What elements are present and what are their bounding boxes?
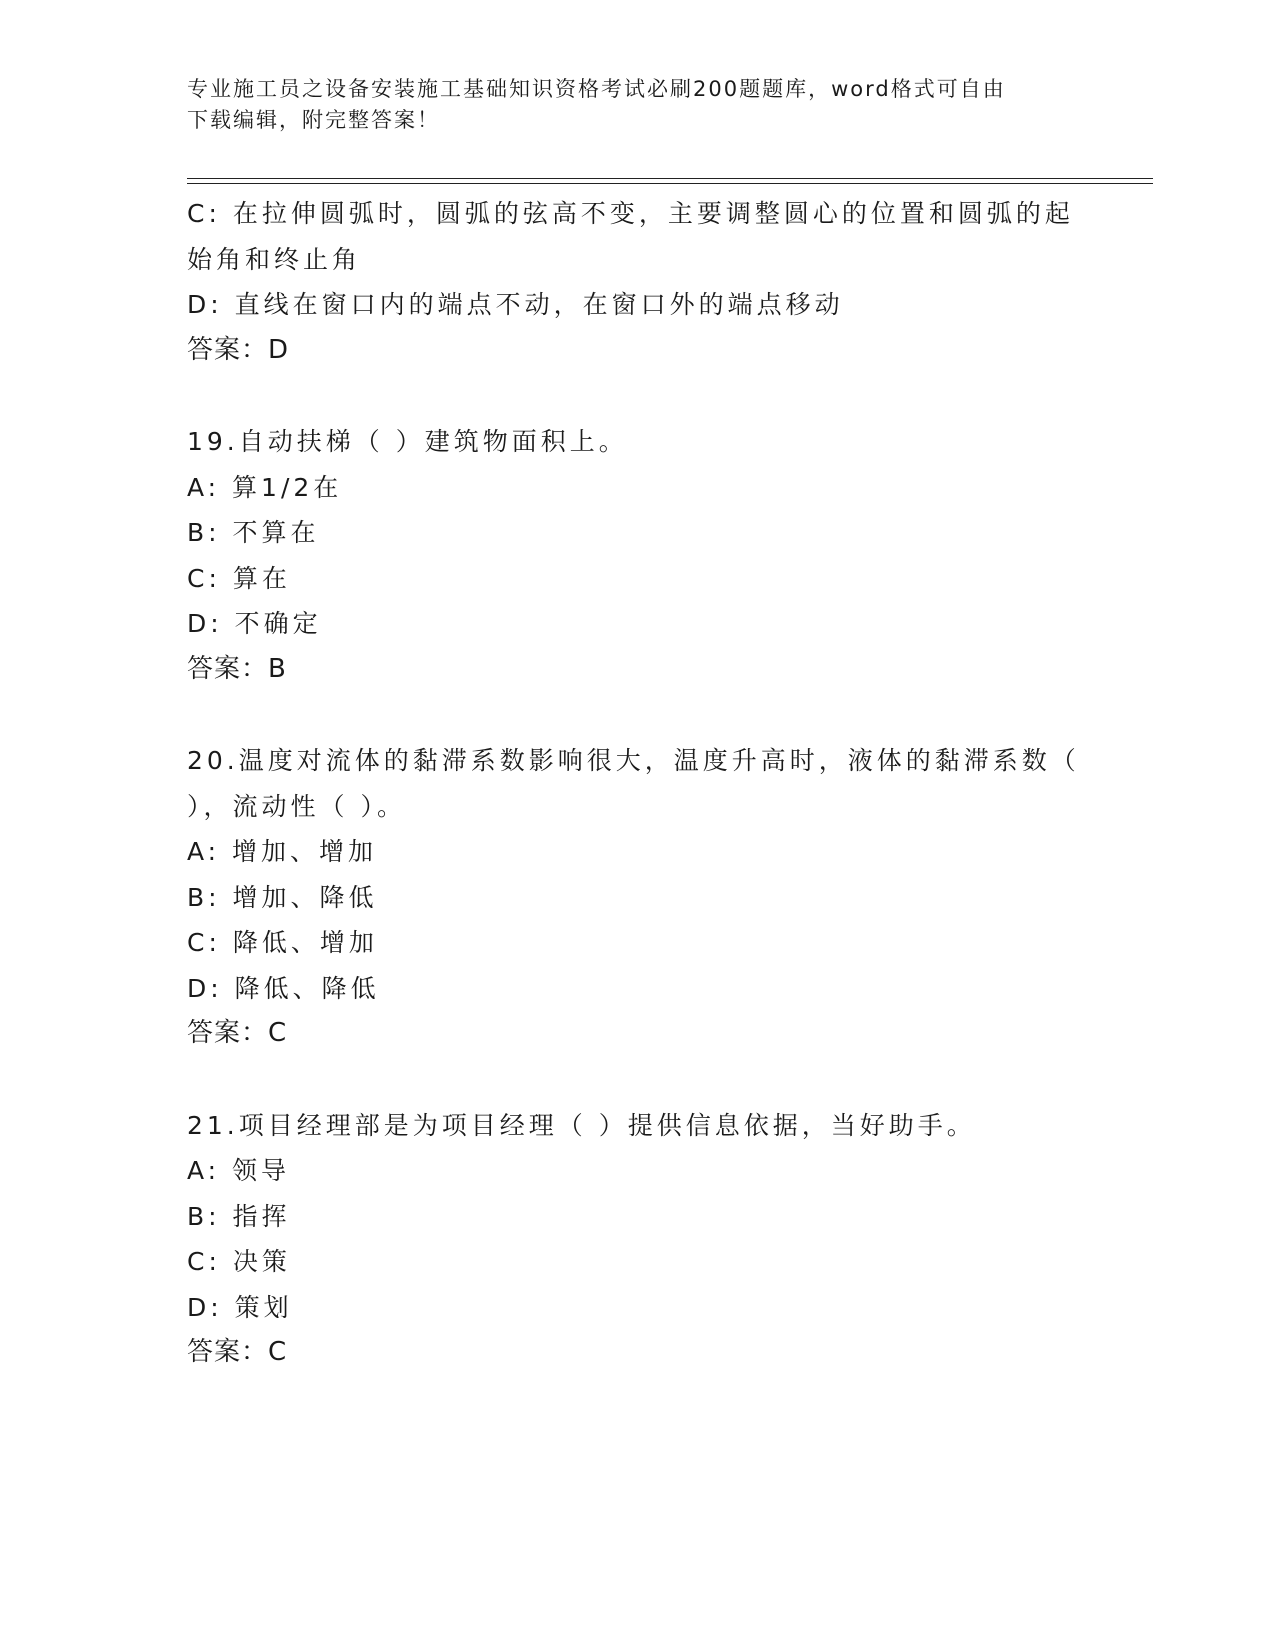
question-stem: 21.项目经理部是为项目经理（ ）提供信息依据，当好助手。 xyxy=(187,1110,976,1140)
question-20 xyxy=(187,738,1087,1057)
answer-line: 答案：C xyxy=(187,1337,288,1367)
answer-line: 答案：B xyxy=(187,653,287,684)
option-c: C: 算在 xyxy=(187,563,291,593)
option-d: D: 降低、降低 xyxy=(187,973,380,1003)
option-c: C: 决策 xyxy=(187,1247,291,1276)
spacer xyxy=(187,373,1087,419)
question-stem-continued: ），流动性（ ）。 xyxy=(187,791,406,821)
question-21 xyxy=(187,1103,1087,1376)
answer-line: 答案：D xyxy=(187,334,290,365)
question-list xyxy=(187,191,1087,1376)
spacer xyxy=(187,692,1087,738)
header-divider-bottom xyxy=(187,183,1153,184)
header-divider-top xyxy=(187,178,1153,179)
question-stem: 20.温度对流体的黏滞系数影响很大，温度升高时，液体的黏滞系数（ xyxy=(187,746,1080,775)
option-a: A: 算1/2在 xyxy=(187,472,343,502)
header-line-2: 下载编辑，附完整答案！ xyxy=(187,108,440,132)
option-d: D: 直线在窗口内的端点不动，在窗口外的端点移动 xyxy=(187,290,844,319)
option-b: B: 不算在 xyxy=(187,518,320,547)
option-d: D: 不确定 xyxy=(187,609,322,638)
option-d: D: 策划 xyxy=(187,1292,293,1322)
option-c: C: 在拉伸圆弧时，圆弧的弦高不变，主要调整圆心的位置和圆弧的起 xyxy=(187,199,1074,228)
previous-question-tail xyxy=(187,191,1087,373)
option-b: B: 增加、降低 xyxy=(187,882,378,912)
spacer xyxy=(187,1057,1087,1103)
question-stem: 19.自动扶梯（ ）建筑物面积上。 xyxy=(187,427,628,456)
option-a: A: 增加、增加 xyxy=(187,837,378,866)
option-c-continued: 始角和终止角 xyxy=(187,244,362,274)
answer-line: 答案：C xyxy=(187,1018,288,1048)
document-header xyxy=(187,74,1087,136)
question-19 xyxy=(187,419,1087,692)
option-c: C: 降低、增加 xyxy=(187,928,378,957)
option-a: A: 领导 xyxy=(187,1156,291,1185)
header-line-1: 专业施工员之设备安装施工基础知识资格考试必刷200题题库，word格式可自由 xyxy=(187,77,1006,101)
option-b: B: 指挥 xyxy=(187,1201,291,1231)
